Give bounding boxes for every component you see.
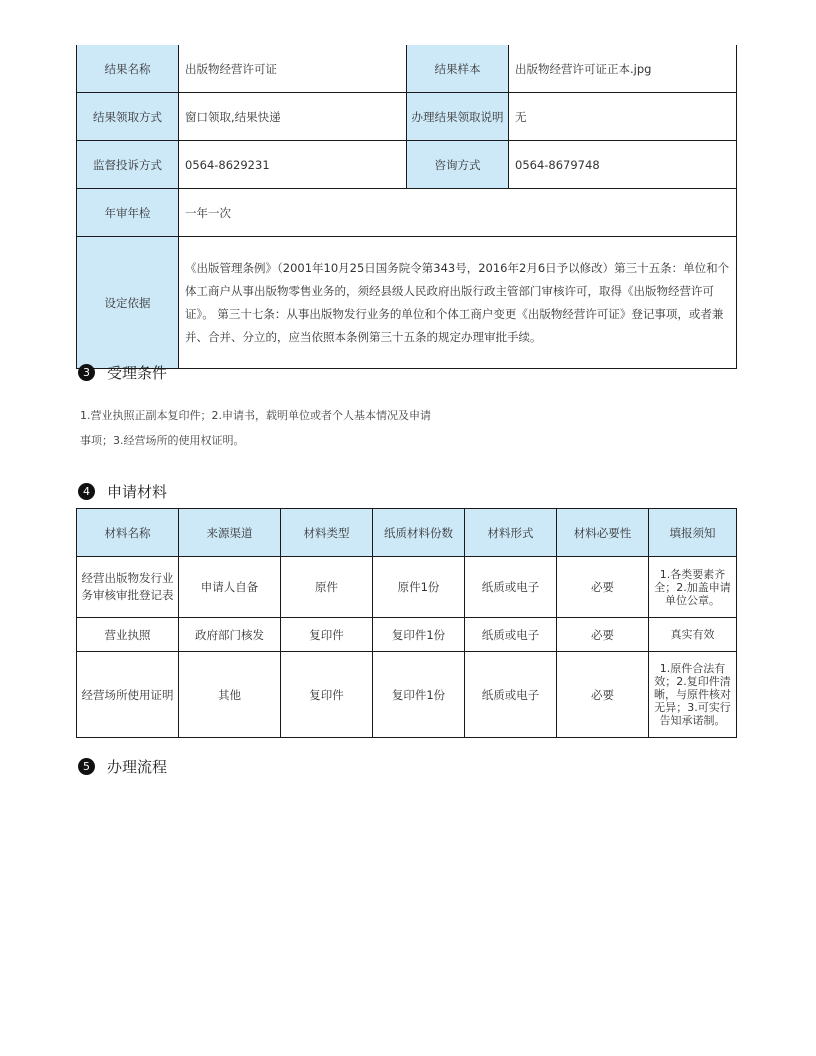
section-number-badge: 3 <box>78 364 95 381</box>
pickup-note-label: 办理结果领取说明 <box>407 93 509 141</box>
material-notes: 真实有效 <box>649 618 737 652</box>
material-name: 经营场所使用证明 <box>77 652 179 738</box>
material-form: 纸质或电子 <box>465 618 557 652</box>
material-form: 纸质或电子 <box>465 557 557 618</box>
material-copies: 原件1份 <box>373 557 465 618</box>
section-title: 办理流程 <box>107 758 168 776</box>
section-heading-process <box>78 756 167 777</box>
section-title: 申请材料 <box>107 483 168 501</box>
section-number-badge: 4 <box>78 483 95 500</box>
table-row <box>77 557 737 618</box>
annual-check-value: 一年一次 <box>179 189 737 237</box>
material-source: 政府部门核发 <box>179 618 281 652</box>
result-sample-label: 结果样本 <box>407 45 509 93</box>
material-notes: 1.各类要素齐全；2.加盖申请单位公章。 <box>649 557 737 618</box>
table-row <box>77 237 737 369</box>
complaint-label: 监督投诉方式 <box>77 141 179 189</box>
consult-label: 咨询方式 <box>407 141 509 189</box>
material-type: 复印件 <box>281 618 373 652</box>
complaint-value: 0564-8629231 <box>179 141 407 189</box>
table-row <box>77 93 737 141</box>
material-required: 必要 <box>557 652 649 738</box>
pickup-method-label: 结果领取方式 <box>77 93 179 141</box>
table-row <box>77 45 737 93</box>
table-row <box>77 652 737 738</box>
material-name: 营业执照 <box>77 618 179 652</box>
section-number-badge: 5 <box>78 758 95 775</box>
header-form: 材料形式 <box>465 509 557 557</box>
table-row <box>77 618 737 652</box>
header-material-name: 材料名称 <box>77 509 179 557</box>
header-type: 材料类型 <box>281 509 373 557</box>
annual-check-label: 年审年检 <box>77 189 179 237</box>
material-required: 必要 <box>557 557 649 618</box>
table-header-row <box>77 509 737 557</box>
material-source: 其他 <box>179 652 281 738</box>
result-info-table <box>76 45 737 369</box>
material-copies: 复印件1份 <box>373 618 465 652</box>
pickup-method-value: 窗口领取,结果快递 <box>179 93 407 141</box>
header-source: 来源渠道 <box>179 509 281 557</box>
material-form: 纸质或电子 <box>465 652 557 738</box>
pickup-note-value: 无 <box>509 93 737 141</box>
header-notes: 填报须知 <box>649 509 737 557</box>
result-name-value: 出版物经营许可证 <box>179 45 407 93</box>
table-row <box>77 189 737 237</box>
material-name: 经营出版物发行业务审核审批登记表 <box>77 557 179 618</box>
material-type: 复印件 <box>281 652 373 738</box>
legal-basis-value: 《出版管理条例》（2001年10月25日国务院令第343号，2016年2月6日予以修改）第三十五条：单位和个体工商户从事出版物零售业务的，须经县级人民政府出版行政主管部门审核许可，取得《出版物经营许可证》。 第三十七条：从事出版物发行业务的单位和个体工商户变更《出版物经营许可证》登记事项，或者兼并、合并、分立的，应当依照本条例第三十五条的规定办理审批手续。 <box>179 237 737 369</box>
result-sample-value: 出版物经营许可证正本.jpg <box>509 45 737 93</box>
conditions-line: 事项；3.经营场所的使用权证明。 <box>80 434 245 447</box>
material-source: 申请人自备 <box>179 557 281 618</box>
materials-table <box>76 508 737 738</box>
material-type: 原件 <box>281 557 373 618</box>
material-copies: 复印件1份 <box>373 652 465 738</box>
conditions-line: 1.营业执照正副本复印件；2.申请书，载明单位或者个人基本情况及申请 <box>80 409 431 422</box>
header-required: 材料必要性 <box>557 509 649 557</box>
result-name-label: 结果名称 <box>77 45 179 93</box>
table-row <box>77 141 737 189</box>
section-title: 受理条件 <box>107 364 168 382</box>
section-heading-materials <box>78 481 167 502</box>
conditions-text <box>80 403 480 453</box>
material-required: 必要 <box>557 618 649 652</box>
header-copies: 纸质材料份数 <box>373 509 465 557</box>
section-heading-conditions <box>78 362 167 383</box>
consult-value: 0564-8679748 <box>509 141 737 189</box>
material-notes: 1.原件合法有效；2.复印件清晰，与原件核对无异；3.可实行告知承诺制。 <box>649 652 737 738</box>
legal-basis-label: 设定依据 <box>77 237 179 369</box>
